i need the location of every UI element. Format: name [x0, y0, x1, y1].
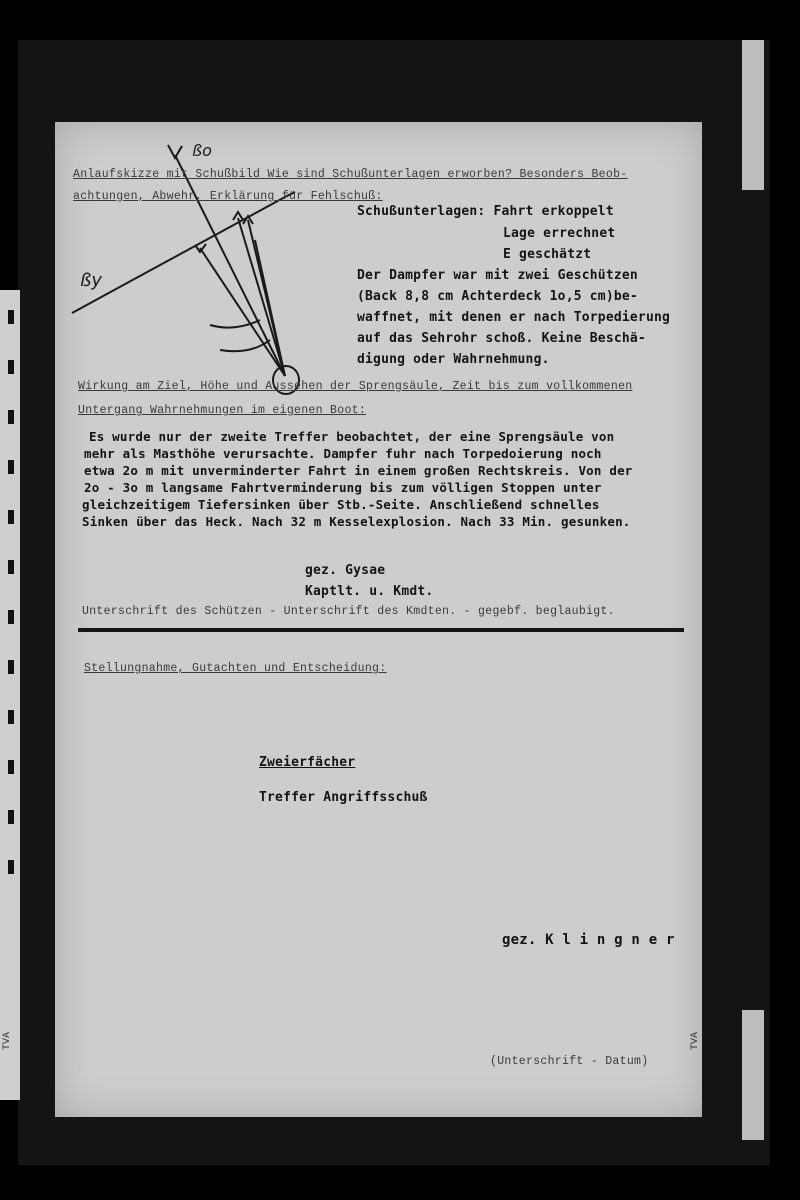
wirkung-line-2: mehr als Masthöhe verursachte. Dampfer fuhr nach Torpedoierung noch — [84, 446, 602, 461]
wirkung-line-5: gleichzeitigem Tiefersinken über Stb.-Seite. Anschließend schnelles — [82, 497, 600, 512]
form-wirkung-line2: Untergang Wahrnehmungen im eigenen Boot: — [78, 404, 367, 417]
wirkung-line-6: Sinken über das Heck. Nach 32 m Kesselexplosion. Nach 33 Min. gesunken. — [82, 514, 631, 529]
form-header-line2: achtungen, Abwehr, Erklärung für Fehlschuß: — [73, 190, 383, 203]
margin-stamp-right: TVA — [690, 1031, 701, 1050]
form-wirkung-line1: Wirkung am Ziel, Höhe und Aussehen der Sprengsäule, Zeit bis zum vollkommenen — [78, 380, 633, 393]
decision-line-1: Zweierfächer — [259, 755, 356, 770]
report-line-4: Der Dampfer war mit zwei Geschützen — [357, 268, 638, 283]
report-line-6: waffnet, mit denen er nach Torpedierung — [357, 310, 671, 325]
final-signature: gez. K l i n g n e r — [502, 932, 675, 948]
decision-line-2: Treffer Angriffsschuß — [259, 790, 428, 805]
signature-rank: Kaptlt. u. Kmdt. — [305, 584, 434, 599]
signature-name: gez. Gysae — [305, 563, 386, 578]
report-line-5: (Back 8,8 cm Achterdeck 1o,5 cm)be- — [357, 289, 638, 304]
adjacent-film-strip — [0, 290, 20, 1100]
film-edge-bottom-right — [742, 1010, 764, 1140]
wirkung-line-4: 2o - 3o m langsame Fahrtverminderung bis zum völligen Stoppen unter — [84, 480, 602, 495]
margin-stamp-left: TVA — [2, 1031, 13, 1050]
report-line-3: E geschätzt — [503, 247, 592, 262]
sketch-label-top: ßo — [192, 141, 212, 160]
report-line-8: digung oder Wahrnehmung. — [357, 352, 550, 367]
form-header-line1: Anlaufskizze mit Schußbild Wie sind Schußunterlagen erworben? Besonders Beob- — [73, 168, 628, 181]
report-line-2: Lage errechnet — [503, 226, 616, 241]
report-line-1: Schußunterlagen: Fahrt erkoppelt — [357, 204, 614, 219]
sketch-label-left: ßy — [80, 270, 102, 291]
wirkung-line-3: etwa 2o m mit unverminderter Fahrt in einem großen Rechtskreis. Von der — [84, 463, 633, 478]
form-stellungnahme: Stellungnahme, Gutachten und Entscheidung: — [84, 662, 387, 675]
report-line-7: auf das Sehrohr schoß. Keine Beschä- — [357, 331, 646, 346]
signature-caption: Unterschrift des Schützen - Unterschrift des Kmdten. - gegebf. beglaubigt. — [82, 605, 615, 618]
film-edge-top-right — [742, 40, 764, 190]
unterschrift-datum: (Unterschrift - Datum) — [490, 1055, 649, 1068]
wirkung-line-1: Es wurde nur der zweite Treffer beobachtet, der eine Sprengsäule von — [89, 429, 615, 444]
section-divider — [78, 628, 684, 632]
